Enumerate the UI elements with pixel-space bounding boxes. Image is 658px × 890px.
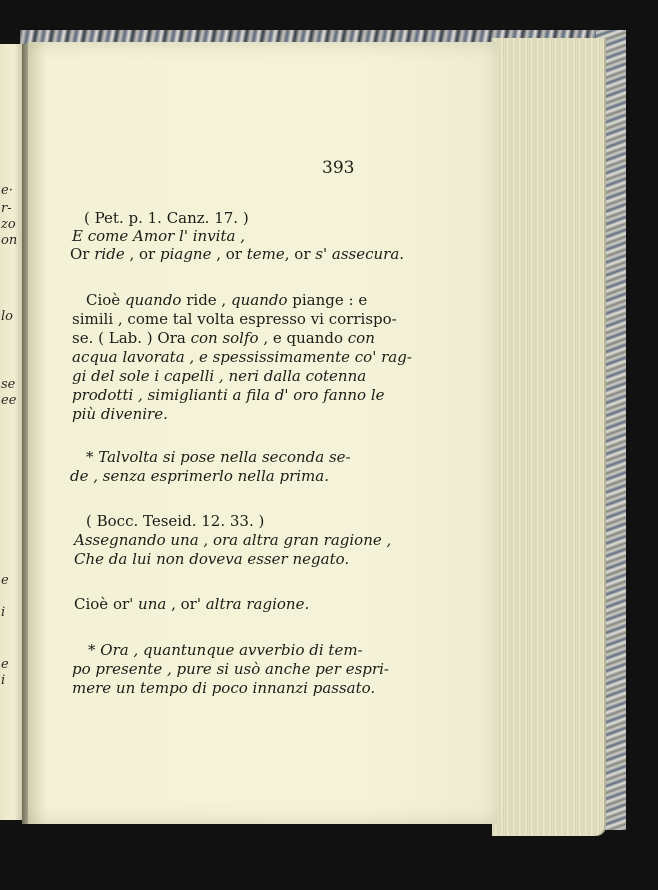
paragraph-line: Cioè or' una , or' altra ragione. [74,595,310,613]
verse-line: Che da lui non doveva esser negato. [74,550,350,568]
left-fragment: i [1,673,6,688]
verse-line: E come Amor l' invita , [72,227,245,245]
page-block-edges [492,38,604,836]
paragraph-line: più divenire. [72,405,168,423]
page-number: 393 [322,158,355,178]
left-fragment: ee [1,393,17,408]
paragraph-line: simili , come tal volta espresso vi corrispo- [72,310,397,328]
paragraph-line: Cioè quando ride , quando piange : e [86,291,368,309]
paragraph-line: acqua lavorata , e spessissimamente co' rag- [72,348,412,366]
note-line: * Ora , quantunque avverbio di tem- [88,641,363,659]
left-fragment: e· [1,183,13,198]
citation-boccaccio: ( Bocc. Teseid. 12. 33. ) [86,512,265,530]
left-fragment: on [1,233,18,248]
left-fragment: se [1,377,16,392]
paragraph-line: prodotti , simiglianti a fila d' oro fanno le [72,386,385,404]
left-fragment: e [1,573,9,588]
left-fragment: e [1,657,9,672]
verse-line: Or ride , or piagne , or teme, or s' assecura. [70,245,405,263]
paragraph-line: se. ( Lab. ) Ora con solfo , e quando con [72,329,375,347]
left-fragment: i [1,605,6,620]
note-line: mere un tempo di poco innanzi passato. [72,679,376,697]
note-line: * Talvolta si pose nella seconda se- [86,448,351,466]
note-line: po presente , pure si usò anche per espri- [72,660,389,678]
paragraph-line: gi del sole i capelli , neri dalla cotenna [72,367,367,385]
left-fragment: lo [1,309,13,324]
verse-line: Assegnando una , ora altra gran ragione , [74,531,392,549]
left-fragment: zo [1,217,16,232]
left-fragment: r- [1,201,12,216]
note-line: de , senza esprimerlo nella prima. [70,467,329,485]
citation-petrarca: ( Pet. p. 1. Canz. 17. ) [84,209,249,227]
book-page [28,42,498,824]
